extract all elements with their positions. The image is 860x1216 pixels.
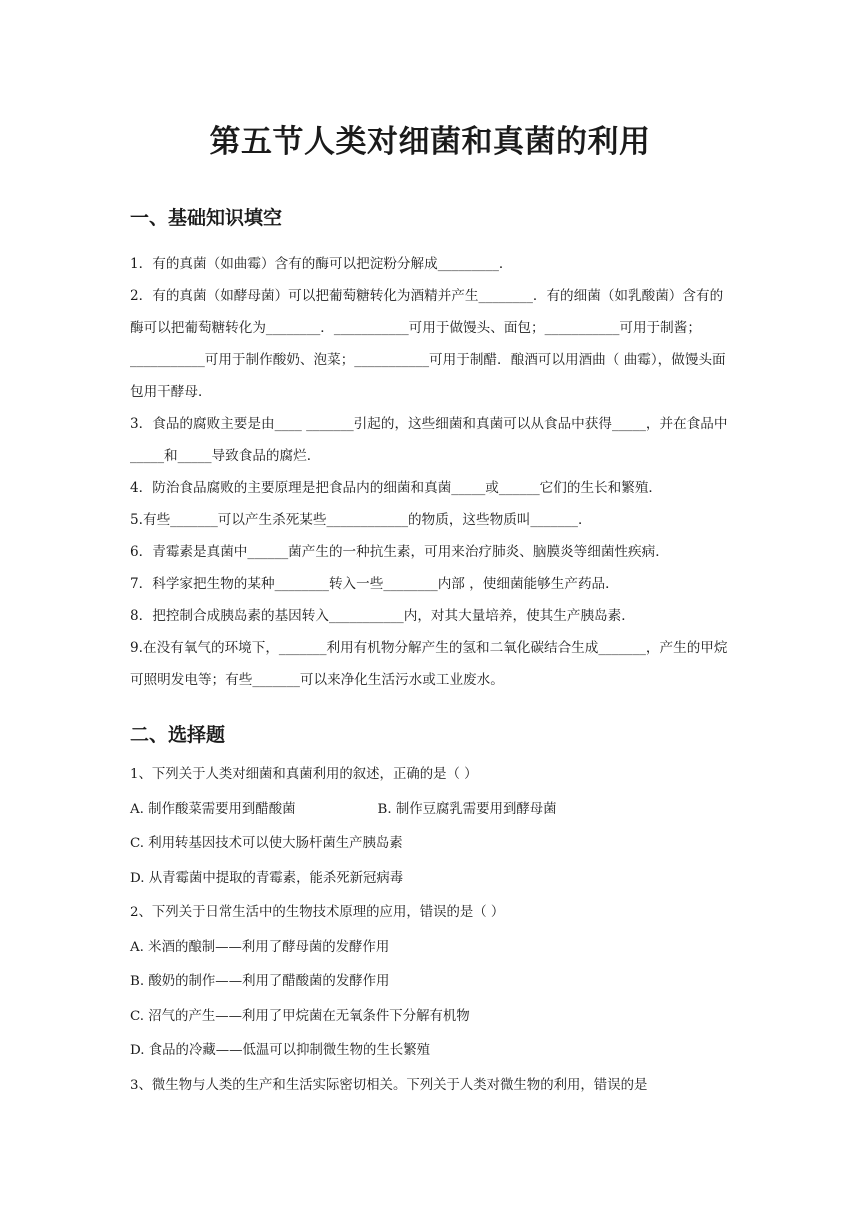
q2-option-b: B. 酸奶的制作——利用了醋酸菌的发酵作用 [130,974,390,989]
fill-item-6: 6．青霉素是真菌中______菌产生的一种抗生素，可用来治疗肺炎、脑膜炎等细菌性疾病． [130,544,669,560]
q1-options-ab [130,793,732,828]
q2-option-c: C. 沼气的产生——利用了甲烷菌在无氧条件下分解有机物 [130,1008,470,1024]
section-heading-choice: 二、选择题 [130,724,226,746]
choice-questions [130,758,732,1103]
page-title: 第五节人类对细菌和真菌的利用 [209,124,651,160]
q1-option-a: A. 制作酸菜需要用到醋酸菌 [130,801,296,817]
q2-stem: 2、下列关于日常生活中的生物技术原理的应用，错误的是（ ） [130,905,505,920]
fill-item-8: 8．把控制合成胰岛素的基因转入___________内，对其大量培养，使其生产胰岛素． [130,608,635,624]
fill-item-3: 3．食品的腐败主要是由____ _______引起的，这些细菌和真菌可以从食品中获得_____，并在食品中_____和_____导致食品的腐烂． [130,416,728,464]
fill-item-9: 9.在没有氧气的环境下，_______利用有机物分解产生的氢和二氧化碳结合生成_______，产生的甲烷可照明发电等；有些_______可以来净化生活污水或工业废水。 [130,640,728,688]
q2-option-a: A. 米酒的酿制——利用了酵母菌的发酵作用 [130,939,390,955]
q2-option-d: D. 食品的冷藏——低温可以抑制微生物的生长繁殖 [130,1043,430,1058]
section-heading-fill-in: 一、基础知识填空 [130,207,283,229]
fill-item-7: 7．科学家把生物的某种________转入一些________内部 ，使细菌能够生产药品． [130,576,619,592]
q3-stem: 3、微生物与人类的生产和生活实际密切相关。下列关于人类对微生物的利用，错误的是 [130,1077,648,1093]
fill-in-questions [130,248,732,696]
q1-option-b: B. 制作豆腐乳需要用到酵母菌 [377,801,557,817]
fill-item-2: 2．有的真菌（如酵母菌）可以把葡萄糖转化为酒精并产生________．有的细菌（如乳酸菌）含有的酶可以把葡萄糖转化为________．___________可用于做馒头、面包；___________可用于制酱；___________可用于制作酸奶、泡菜；___________可用于制醋．酿酒可以用酒曲（ 曲霉），做馒头面包用干酵母． [130,288,726,400]
q1-option-d: D. 从青霉菌中提取的青霉素，能杀死新冠病毒 [130,870,404,886]
fill-item-1: 1．有的真菌（如曲霉）含有的酶可以把淀粉分解成_________． [130,256,513,272]
fill-item-4: 4．防治食品腐败的主要原理是把食品内的细菌和真菌_____或______它们的生长和繁殖． [130,480,663,496]
q1-stem: 1、下列关于人类对细菌和真菌利用的叙述，正确的是（ ） [130,767,478,782]
fill-item-5: 5.有些_______可以产生杀死某些____________的物质，这些物质叫_______． [130,512,592,528]
q1-option-c: C. 利用转基因技术可以使大肠杆菌生产胰岛素 [130,836,403,851]
